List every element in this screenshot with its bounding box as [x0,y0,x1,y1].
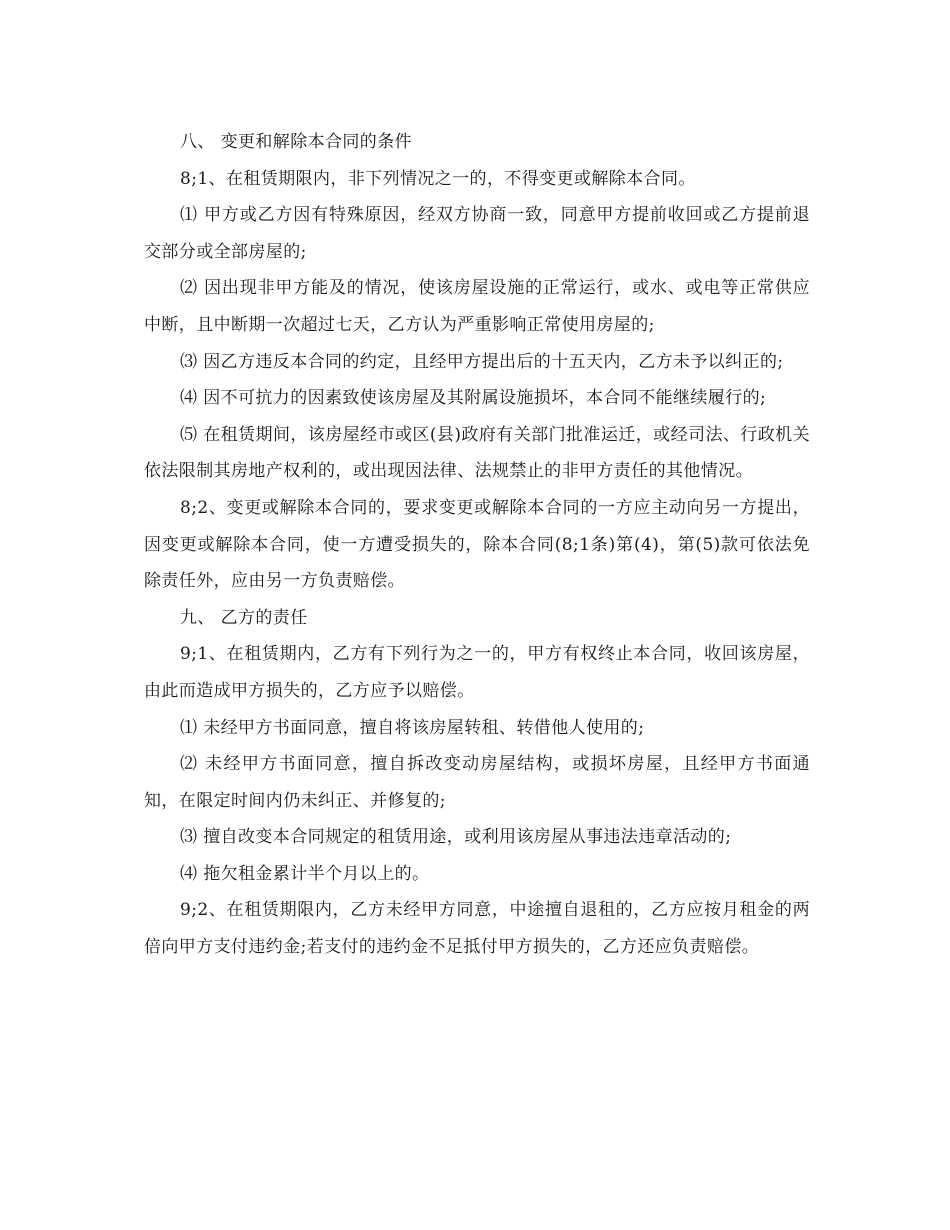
list-item: ⑴ 未经甲方书面同意，擅自将该房屋转租、转借他人使用的; [180,717,645,738]
list-item: ⑵ 因出现非甲方能及的情况，使该房屋设施的正常运行，或水、或电等正常供应中断，且中断期一次超过七天，乙方认为严重影响正常使用房屋的; [144,278,810,335]
section-heading-9: 九、 乙方的责任 [180,607,308,628]
list-item: ⑵ 未经甲方书面同意，擅自拆改变动房屋结构，或损坏房屋，且经甲方书面通知，在限定时间内仍未纠正、并修复的; [144,754,810,811]
section-heading-8: 八、 变更和解除本合同的条件 [180,132,413,152]
list-item: ⑷ 因不可抗力的因素致使该房屋及其附属设施损坏，本合同不能继续履行的; [180,388,767,409]
list-item: ⑷ 拖欠租金累计半个月以上的。 [180,863,430,884]
list-item: ⑸ 在租赁期间，该房屋经市或区(县)政府有关部门批准运迁，或经司法、行政机关依法限制其房地产权利的，或出现因法律、法规禁止的非甲方责任的其他情况。 [144,424,810,482]
list-item: ⑶ 因乙方违反本合同的约定，且经甲方提出后的十五天内，乙方未予以纠正的; [180,351,784,372]
list-item: ⑶ 擅自改变本合同规定的租赁用途，或利用该房屋从事违法违章活动的; [180,827,732,848]
clause-9-2: 9;2、在租赁期限内，乙方未经甲方同意，中途擅自退租的，乙方应按月租金的两倍向甲方支付违约金;若支付的违约金不足抵付甲方损失的，乙方还应负责赔偿。 [144,900,810,958]
clause-8-1: 8;1、在租赁期限内，非下列情况之一的，不得变更或解除本合同。 [180,168,696,189]
clause-8-2: 8;2、变更或解除本合同的，要求变更或解除本合同的一方应主动向另一方提出，因变更或解除本合同，使一方遭受损失的，除本合同(8;1条)第(4)，第(5)款可依法免除责任外，应由另一方负责赔偿。 [144,497,810,592]
list-item: ⑴ 甲方或乙方因有特殊原因，经双方协商一致，同意甲方提前收回或乙方提前退交部分或全部房屋的; [144,205,810,262]
document-body [144,124,810,966]
clause-9-1: 9;1、在租赁期内，乙方有下列行为之一的，甲方有权终止本合同，收回该房屋，由此而造成甲方损失的，乙方应予以赔偿。 [144,644,810,701]
